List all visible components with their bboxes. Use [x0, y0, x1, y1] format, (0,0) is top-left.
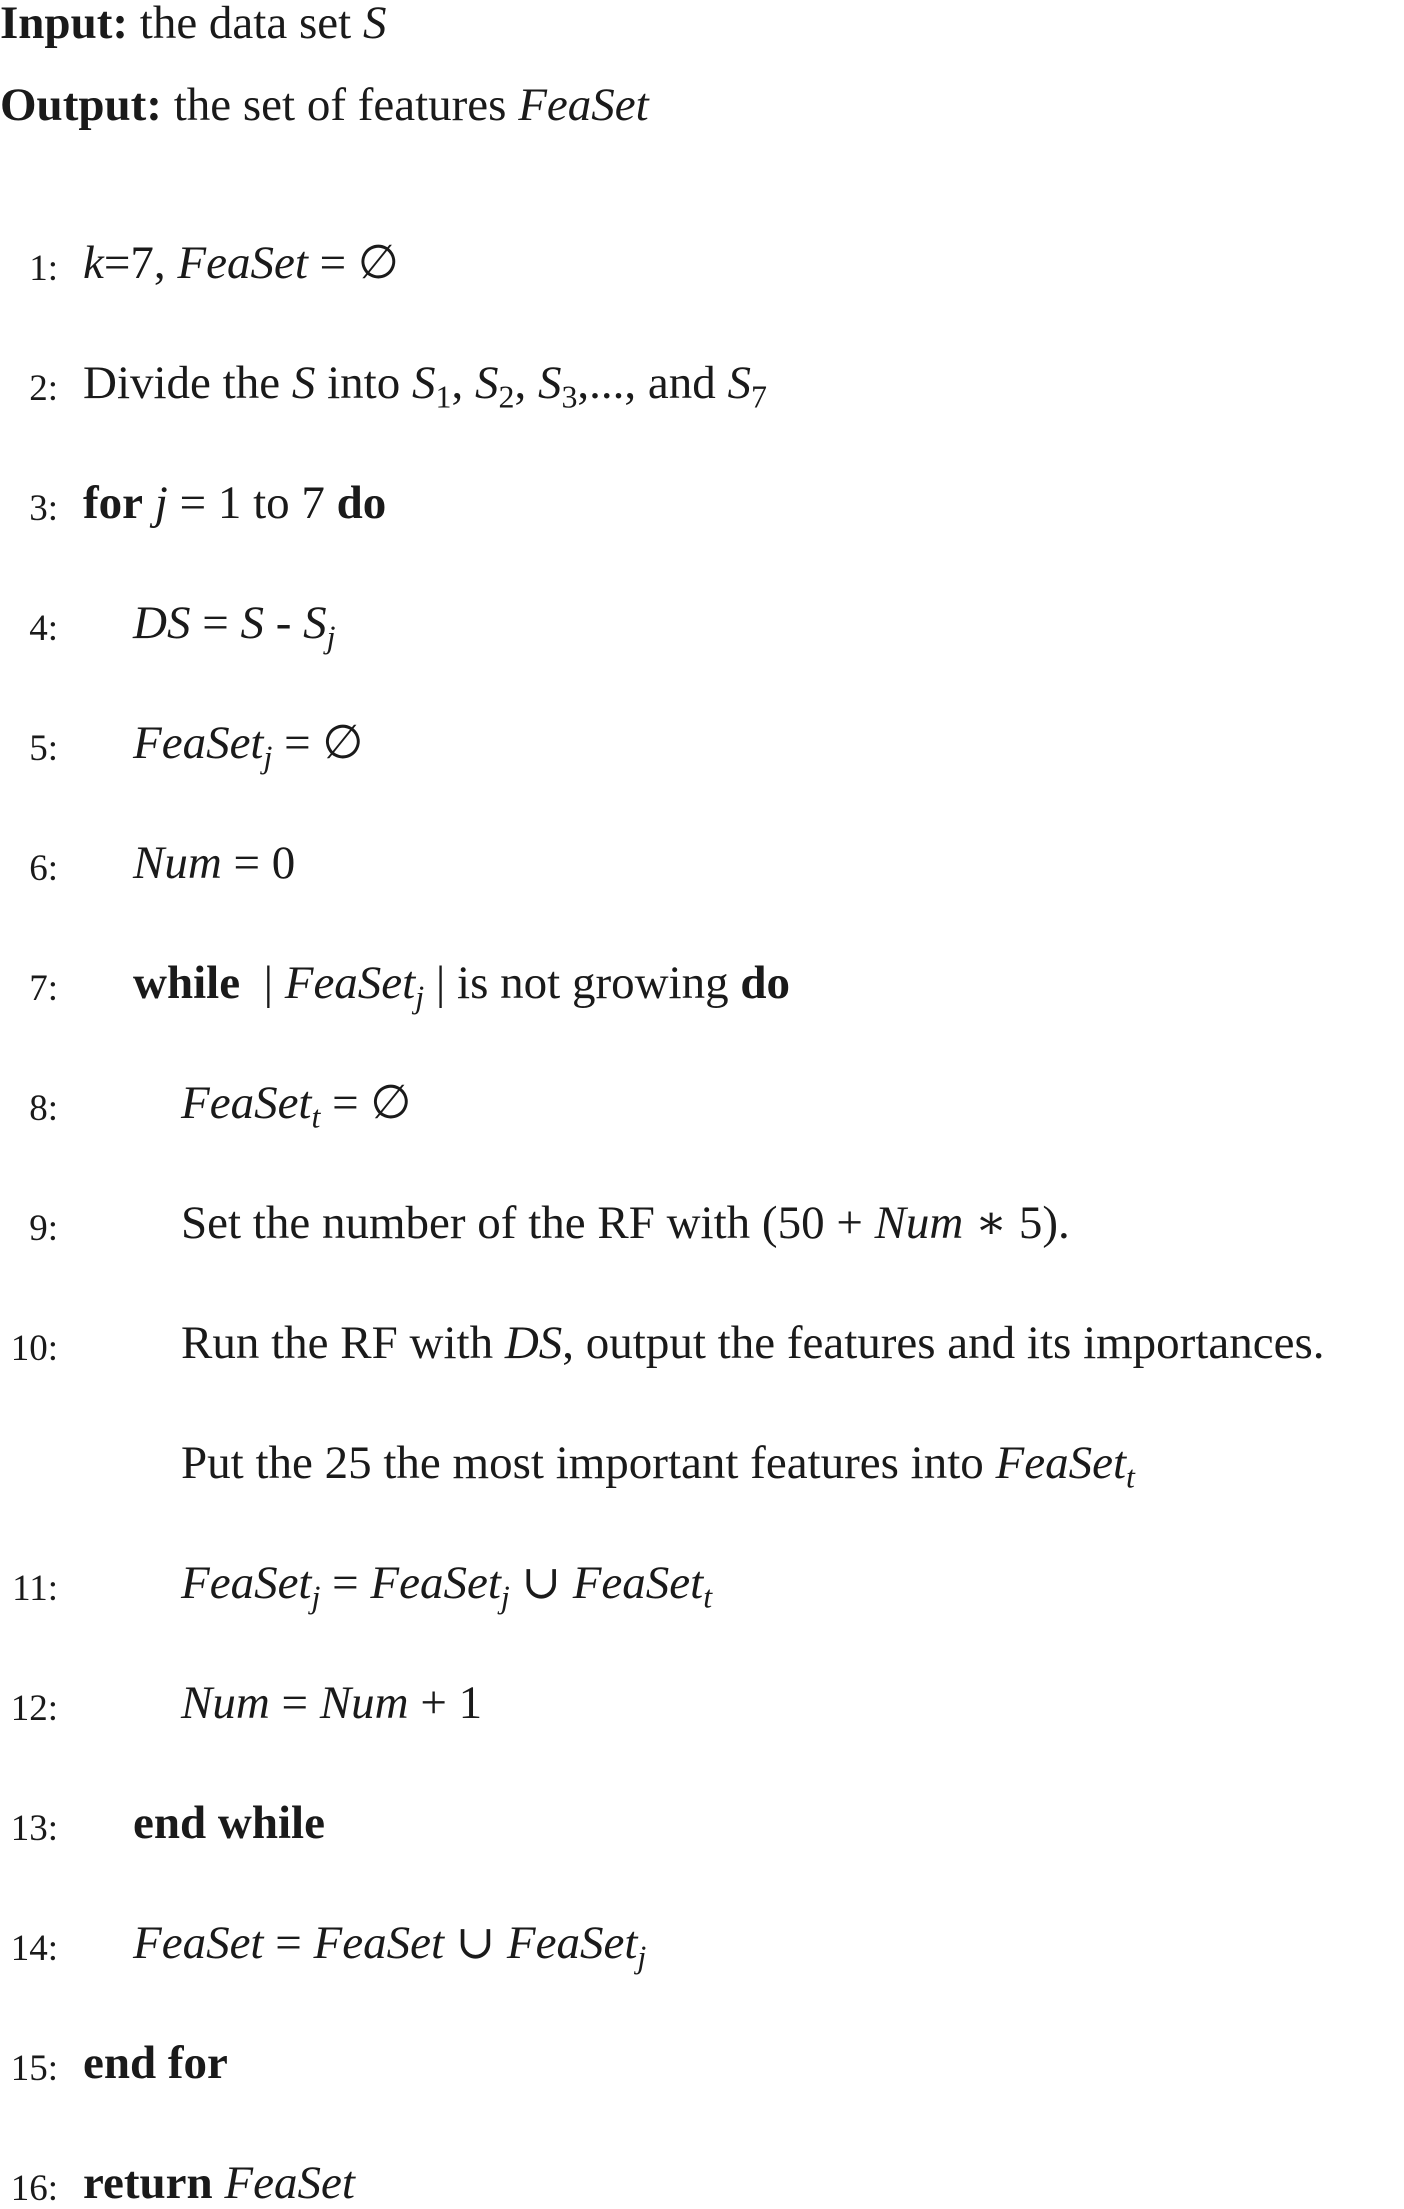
line-number: 3: [29, 488, 58, 529]
line-content: end while [133, 1797, 325, 1849]
input-var: S [362, 0, 387, 49]
line-content: FeaSet$_t$ = ∅ [181, 1077, 412, 1135]
line-content: DS = S - $S_j$ [133, 597, 336, 655]
line-number: 10: [10, 1328, 58, 1369]
line-content: Run the RF with DS, output the features and its importances. [181, 1317, 1325, 1369]
line-number: 16: [10, 2168, 58, 2209]
line-content: end for [83, 2037, 228, 2089]
line-number: 12: [10, 1688, 58, 1729]
output-text: the set of features [161, 79, 519, 131]
input-label: Input: [0, 0, 129, 49]
line-number: 2: [29, 368, 58, 409]
input-text: the data set [128, 0, 363, 49]
line-number: 8: [29, 1088, 58, 1129]
algorithm-input [0, 0, 386, 47]
line-content: Num = Num + 1 [181, 1677, 483, 1729]
line-number: 7: [29, 968, 58, 1009]
line-content: Num = 0 [133, 837, 296, 889]
line-number: 14: [10, 1928, 58, 1969]
line-number: 15: [10, 2048, 58, 2089]
line-number: 4: [29, 608, 58, 649]
line-content: FeaSet$_j$ = ∅ [133, 717, 364, 775]
line-number: 11: [12, 1568, 58, 1609]
line-content: while | FeaSet$_j$ | is not growing do [133, 957, 790, 1015]
line-content: for j = 1 to 7 do [83, 477, 387, 529]
line-content: Set the number of the RF with (50 + Num ∗ 5). [181, 1197, 1070, 1249]
line-content: k=7, FeaSet = ∅ [83, 237, 399, 289]
algorithm-output [0, 79, 649, 131]
line-content: FeaSet = FeaSet ∪ FeaSet$_j$ [133, 1917, 647, 1975]
line-number: 5: [29, 728, 58, 769]
line-number: 13: [10, 1808, 58, 1849]
line-content: FeaSet$_j$ = FeaSet$_j$ ∪ FeaSet$_t$ [181, 1557, 713, 1615]
line-number: 9: [29, 1208, 58, 1249]
line-content: Put the 25 the most important features into FeaSet$_t$ [181, 1437, 1135, 1495]
output-label: Output: [0, 79, 162, 131]
line-content: Divide the S into $S_1$, $S_2$, $S_3$,..., and $S_7$ [83, 357, 768, 415]
line-number: 1: [29, 248, 58, 289]
line-number: 6: [29, 848, 58, 889]
output-var: FeaSet [518, 79, 649, 131]
line-content: return FeaSet [83, 2157, 355, 2209]
